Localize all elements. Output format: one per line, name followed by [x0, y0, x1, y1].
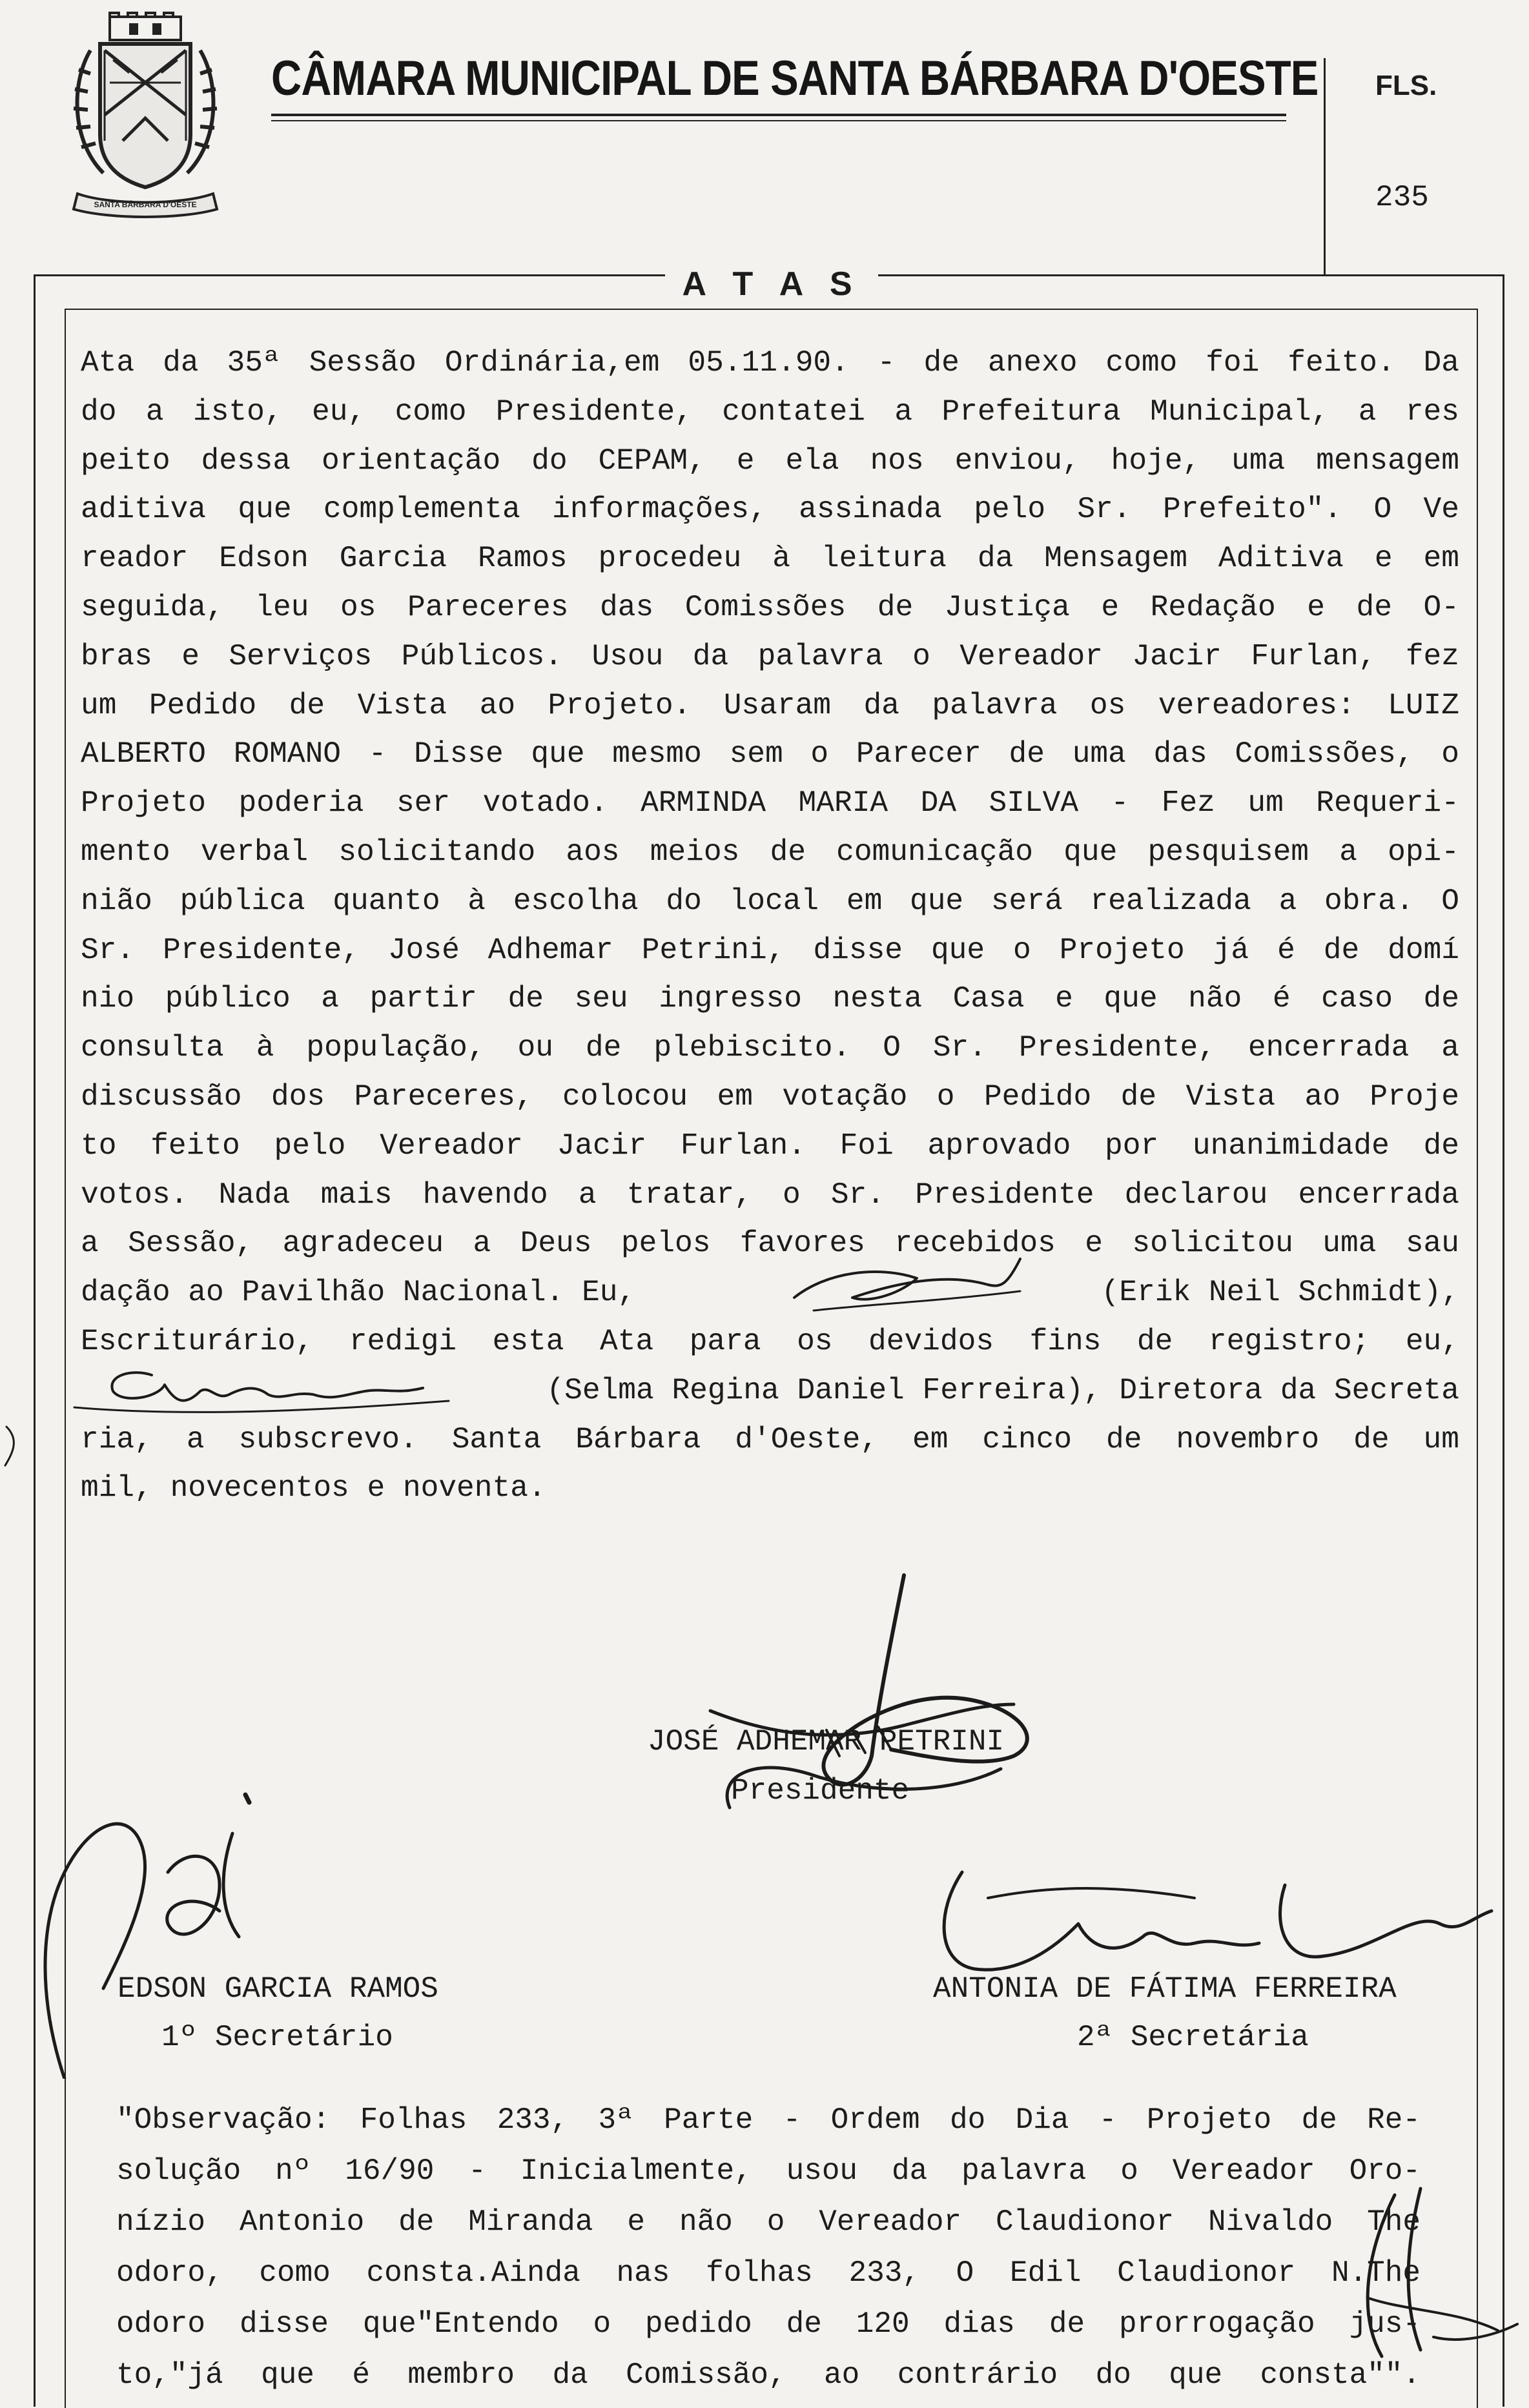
- second-secretary-name: ANTONIA DE FÁTIMA FERREIRA: [933, 1972, 1397, 2006]
- body-line: peito dessa orientação do CEPAM, e ela nos enviou, hoje, uma mensagem: [81, 444, 1459, 478]
- title-rule-thin: [271, 120, 1286, 121]
- body-line: nião pública quanto à escolha do local em que será realizada a obra. O: [81, 884, 1459, 918]
- section-title: A T A S: [665, 265, 878, 303]
- body-line: ALBERTO ROMANO - Disse que mesmo sem o Parecer de uma das Comissões, o: [81, 737, 1459, 771]
- observation-line: odoro disse que"Entendo o pedido de 120 dias de prorrogação jus-: [116, 2307, 1421, 2341]
- observation-line: nízio Antonio de Miranda e não o Vereador Claudionor Nivaldo The: [116, 2205, 1421, 2239]
- body-line: Escriturário, redigi esta Ata para os devidos fins de registro; eu,: [81, 1324, 1459, 1358]
- header-divider: [1324, 58, 1326, 274]
- body-line: ria, a subscrevo. Santa Bárbara d'Oeste, em cinco de novembro de um: [81, 1422, 1459, 1456]
- body-line: Sr. Presidente, José Adhemar Petrini, disse que o Projeto já é de domí: [81, 933, 1459, 967]
- body-line: um Pedido de Vista ao Projeto. Usaram da palavra os vereadores: LUIZ: [81, 688, 1459, 722]
- body-line: a Sessão, agradeceu a Deus pelos favores recebidos e solicitou uma sau: [81, 1227, 1459, 1261]
- body-line: mento verbal solicitando aos meios de comunicação que pesquisem a opi-: [81, 835, 1459, 869]
- body-line: nio público a partir de seu ingresso nesta Casa e que não é caso de: [81, 982, 1459, 1016]
- minutes-body: [81, 339, 1459, 1513]
- municipal-coat-of-arms-icon: [65, 12, 226, 218]
- observation-line: odoro, como consta.Ainda nas folhas 233, O Edil Claudionor N.The: [116, 2256, 1421, 2290]
- scribe-name: (Erik Neil Schmidt),: [1101, 1276, 1459, 1310]
- first-secretary-name: EDSON GARCIA RAMOS: [118, 1972, 438, 2006]
- organization-title: CÂMARA MUNICIPAL DE SANTA BÁRBARA D'OESTE: [271, 51, 1319, 106]
- body-line-signature: [81, 1269, 1459, 1318]
- president-name: JOSÉ ADHEMAR PETRINI: [648, 1725, 1005, 1759]
- body-line: mil, novecentos e noventa.: [81, 1471, 546, 1505]
- body-line: aditiva que complementa informações, assinada pelo Sr. Prefeito". O Ve: [81, 493, 1459, 527]
- body-line: votos. Nada mais havendo a tratar, o Sr. Presidente declarou encerrada: [81, 1178, 1459, 1212]
- title-rule: [271, 114, 1286, 116]
- observation-line: to,"já que é membro da Comissão, ao contrário do que consta"".: [116, 2358, 1421, 2392]
- page-number: 235: [1375, 181, 1429, 214]
- body-line: to feito pelo Vereador Jacir Furlan. Foi aprovado por unanimidade de: [81, 1128, 1459, 1163]
- body-line: Projeto poderia ser votado. ARMINDA MARIA DA SILVA - Fez um Requeri-: [81, 786, 1459, 821]
- second-secretary-role: 2ª Secretária: [1077, 2021, 1309, 2054]
- observation-line: solução nº 16/90 - Inicialmente, usou da palavra o Vereador Oro-: [116, 2154, 1421, 2188]
- fls-label: FLS.: [1375, 70, 1437, 101]
- body-line: do a isto, eu, como Presidente, contatei a Prefeitura Municipal, a res: [81, 394, 1459, 429]
- body-line: seguida, leu os Pareceres das Comissões de Justiça e Redação e de O-: [81, 590, 1459, 624]
- body-line-director: [81, 1367, 1459, 1416]
- margin-mark-icon: [0, 1420, 26, 1472]
- director-name: (Selma Regina Daniel Ferreira), Diretora da Secreta: [546, 1373, 1459, 1407]
- body-line-start: dação ao Pavilhão Nacional. Eu,: [81, 1276, 636, 1310]
- body-line: consulta à população, ou de plebiscito. O Sr. Presidente, encerrada a: [81, 1031, 1459, 1065]
- observation-block: [116, 2095, 1421, 2401]
- body-line: bras e Serviços Públicos. Usou da palavra o Vereador Jacir Furlan, fez: [81, 639, 1459, 673]
- first-secretary-role: 1º Secretário: [161, 2021, 393, 2054]
- observation-line: "Observação: Folhas 233, 3ª Parte - Ordem do Dia - Projeto de Re-: [116, 2103, 1421, 2137]
- body-line: reador Edson Garcia Ramos procedeu à leitura da Mensagem Aditiva e em: [81, 542, 1459, 576]
- body-line: discussão dos Pareceres, colocou em votação o Pedido de Vista ao Proje: [81, 1079, 1459, 1114]
- body-line: Ata da 35ª Sessão Ordinária,em 05.11.90. - de anexo como foi feito. Da: [81, 346, 1459, 380]
- president-role: Presidente: [731, 1774, 910, 1808]
- crest-motto: SANTA BÁRBARA D'OESTE: [94, 200, 197, 209]
